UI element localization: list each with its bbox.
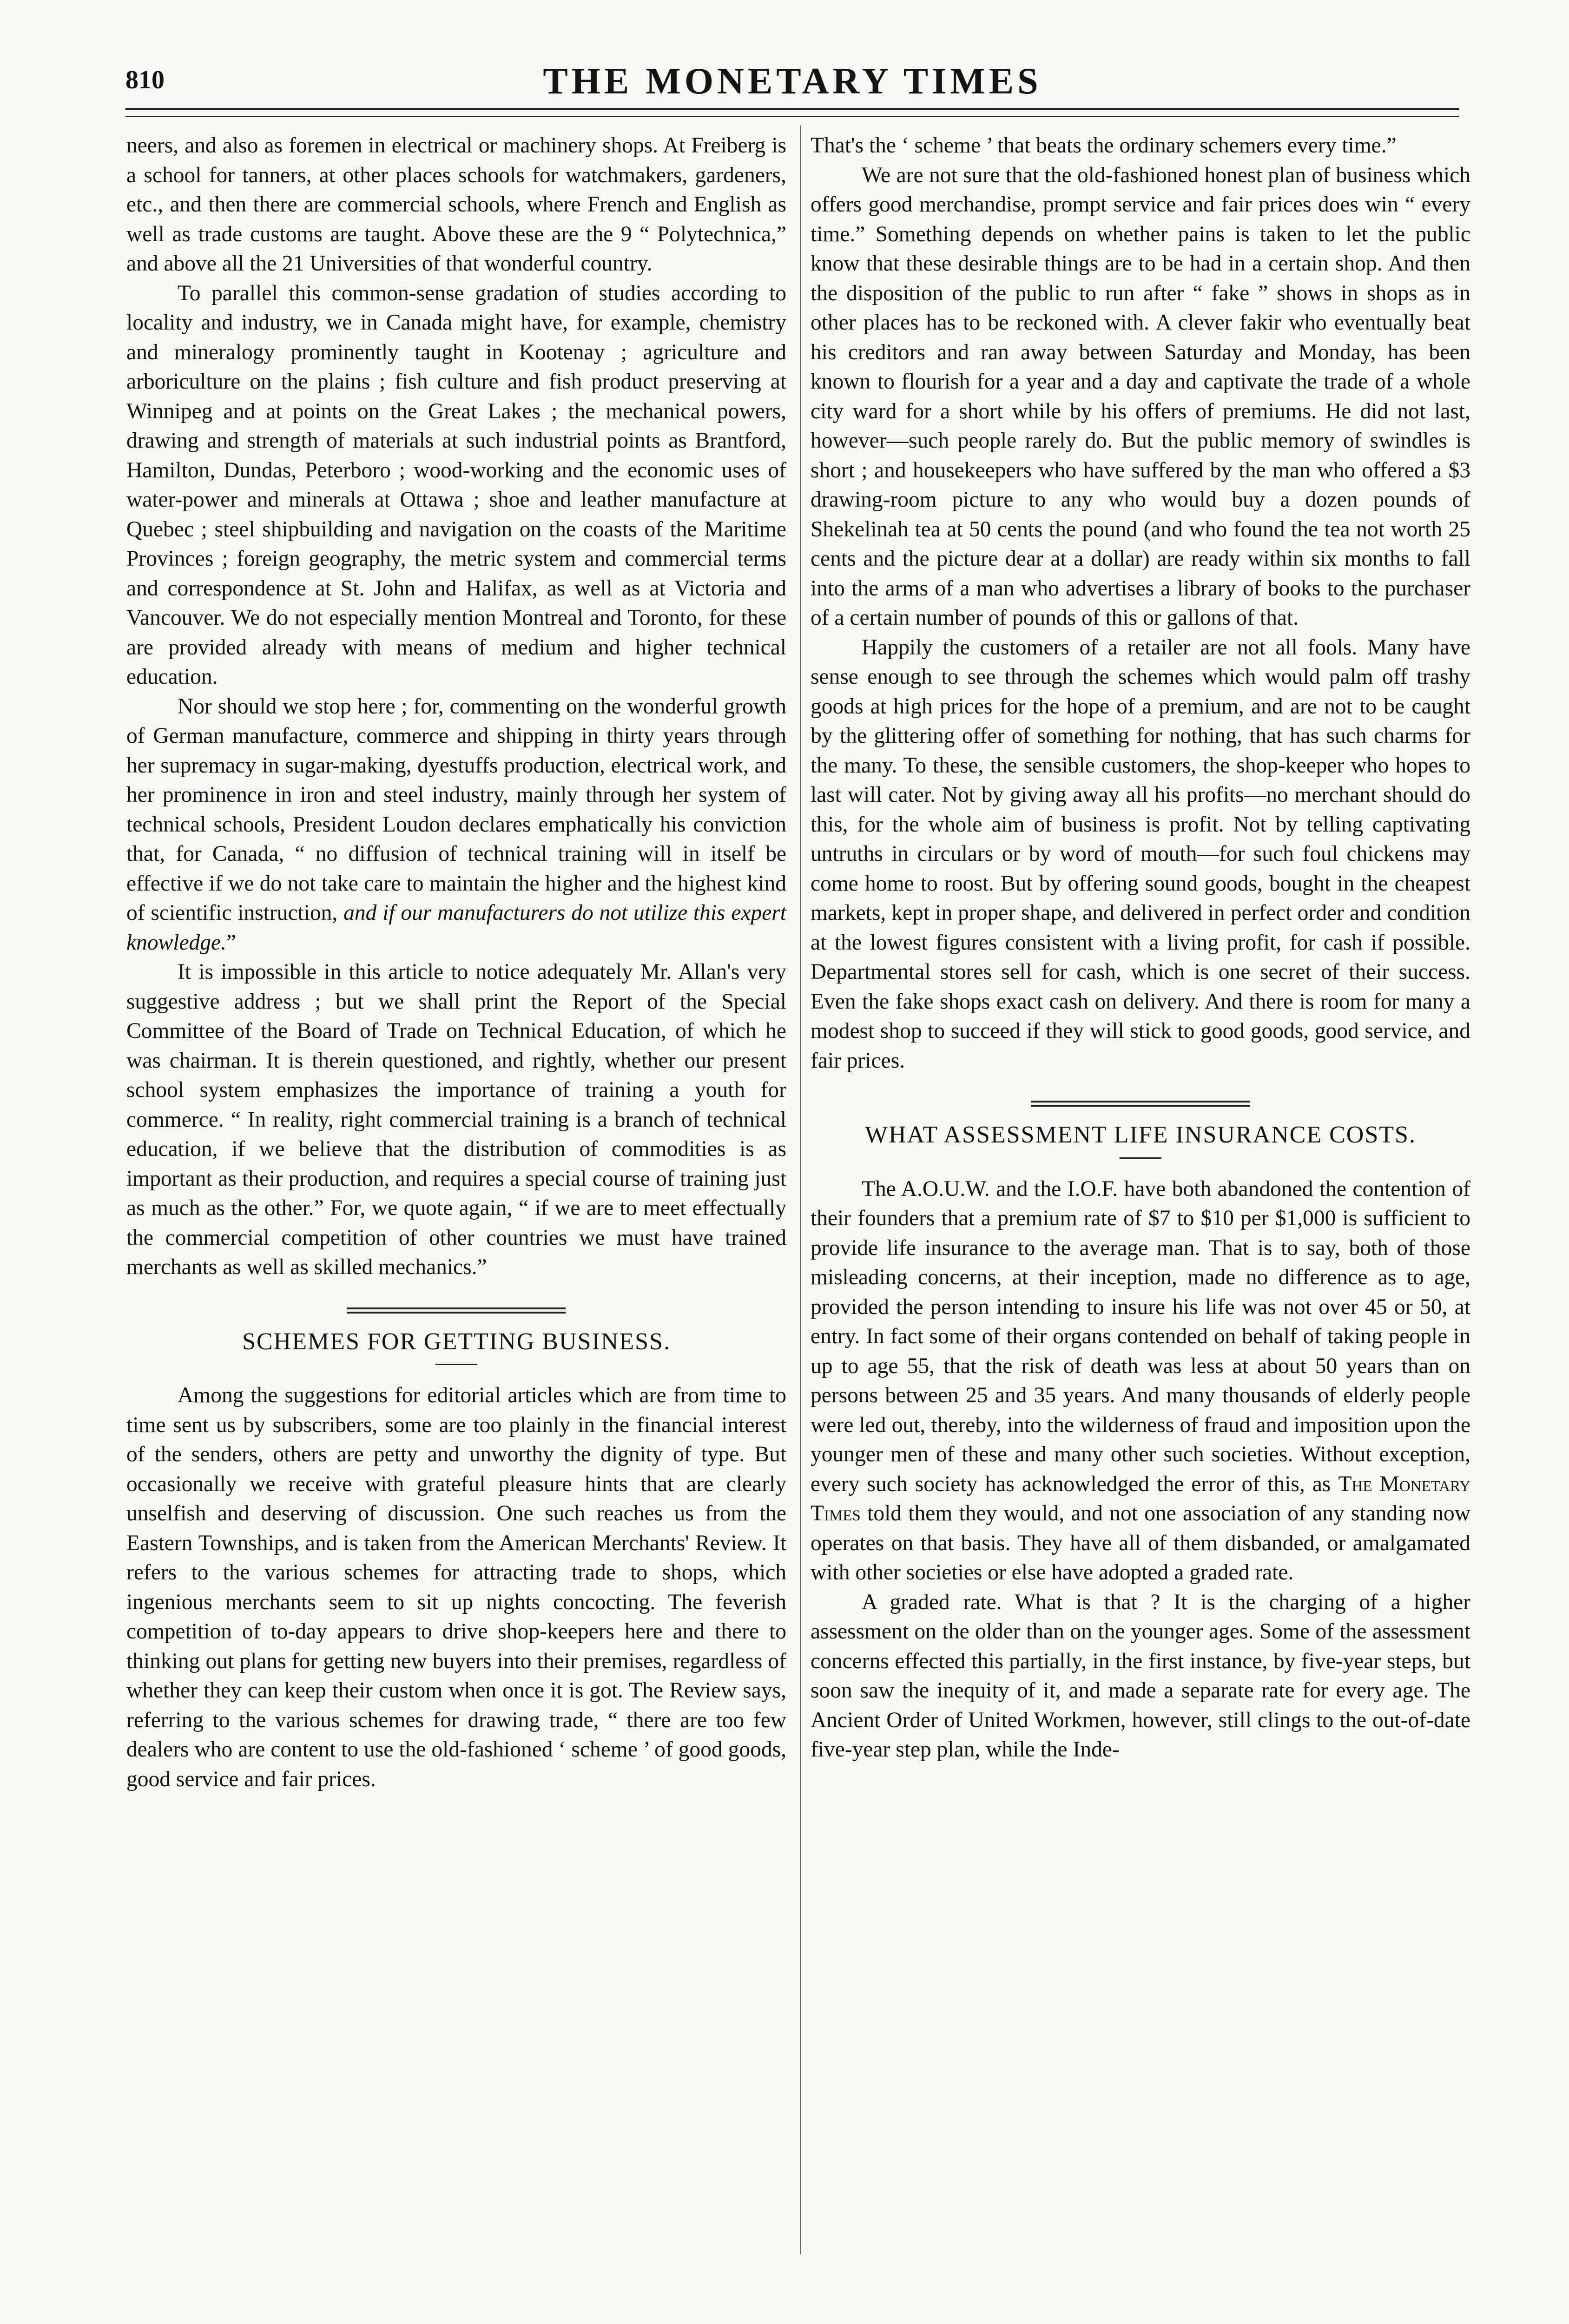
section-heading: WHAT ASSESSMENT LIFE INSURANCE COSTS. — [865, 1122, 1416, 1148]
paragraph: That's the ‘ scheme ’ that beats the ordinary schemers every time.” — [811, 133, 1397, 158]
italic-quote: and if our manufacturers do not utilize this expert knowledge. — [126, 901, 786, 955]
page-number: 810 — [125, 66, 165, 94]
page-header — [125, 56, 1459, 112]
section-separator — [347, 1307, 566, 1314]
quote-close: ” — [226, 930, 237, 955]
column-divider — [800, 125, 801, 2254]
paragraph: It is impossible in this article to notice adequately Mr. Allan's very suggestive address ; but we shall print the Report of the Special Committee of the Board of Trade on Technical Education, of which he was chairman. It is therein questioned, and rightly, whether our present school system emphasizes the importance of training a youth for commerce. “ In reality, right commercial training is a branch of technical education, if we believe that the distribution of commodities is as important as their production, and requires a special course of training just as much as the other.” For, we quote again, “ if we are to meet effectually the commercial competition of other countries we must have trained merchants as well as skilled mechanics.” — [126, 960, 786, 1279]
paragraph — [126, 692, 786, 958]
paragraph: To parallel this common-sense gradation of studies according to locality and industry, we in Canada might have, for example, chemistry and mineralogy prominently taught in Kootenay ; agriculture and arboriculture on the plains ; fish culture and fish product preserving at Winnipeg and at points on the Great Lakes ; the mechanical powers, drawing and strength of materials at such industrial points as Brantford, Hamilton, Dundas, Peterboro ; wood-working and the economic uses of water-power and minerals at Ottawa ; shoe and leather manufacture at Quebec ; steel shipbuilding and navigation on the coasts of the Maritime Provinces ; foreign geography, the metric system and commercial terms and correspondence at St. John and Halifax, as well as at Victoria and Vancouver. We do not especially mention Montreal and Toronto, for these are provided already with means of medium and higher technical education. — [126, 281, 786, 689]
section-heading: SCHEMES FOR GETTING BUSINESS. — [242, 1328, 671, 1355]
paragraph-text: told them they would, and not one association of any standing now operates on that basis. They have all of them disbanded, or amalgamated with other societies or else have adopted a graded rate. — [811, 1501, 1471, 1585]
paragraph: Happily the customers of a retailer are not all fools. Many have sense enough to see through the schemes which would palm off trashy goods at high prices for the hope of a premium, and are not to be caught by the glittering offer of something for nothing, that has such charms for the many. To these, the sensible customers, the shop-keeper who hopes to last will cater. Not by giving away all his profits—no merchant should do this, for the whole aim of business is profit. Not by telling captivating untruths in circulars or by word of mouth—for such foul chickens may come home to roost. But by offering sound goods, bought in the cheapest markets, kept in proper shape, and delivered in perfect order and condition at the lowest figures consistent with a living profit, for cash if possible. Departmental stores sell for cash, which is one secret of their success. Even the fake shops exact cash on delivery. And there is room for many a modest shop to succeed if they will stick to good goods, good service, and fair prices. — [811, 635, 1470, 1073]
paragraph-text: The A.O.U.W. and the I.O.F. have both abandoned the contention of their founders that a premium rate of $7 to $10 per $1,000 is sufficient to provide life insurance to the average man. That is to say, both of those misleading concerns, at their inception, made no difference as to age, provided the person intending to insure his life was not over 45 or 50, at entry. In fact some of their organs contended on behalf of taking people in up to age 55, that the risk of death was less at about 50 years than on persons between 25 and 35 years. And many thousands of elderly people were led out, thereby, into the wilderness of fraud and imposition upon the younger men of these and many other such societies. Without exception, every such society has acknowledged the error of this, as — [811, 1176, 1470, 1496]
paragraph: A graded rate. What is that ? It is the charging of a higher assessment on the older than on the younger ages. Some of the assessment concerns effected this partially, in the first instance, by five-year steps, but soon saw the inequity of it, and made a separate rate for every age. The Ancient Order of United Workmen, however, still clings to the out-of-date five-year step plan, while the Inde- — [811, 1590, 1470, 1762]
paragraph-text: Nor should we stop here ; for, commenting on the wonderful growth of German manufacture, commerce and shipping in thirty years through her supremacy in sugar-making, dyestuffs production, electrical work, and her prominence in iron and steel industry, mainly through her system of technical schools, President Loudon declares emphatically his conviction that, for Canada, “ no diffusion of technical training will in itself be effective if we do not take care to maintain the higher and the highest kind of scientific instruction, — [126, 694, 786, 925]
section-separator — [1031, 1101, 1250, 1107]
paragraph: neers, and also as foremen in electrical or machinery shops. At Freiberg is a school for tanners, at other places schools for watchmakers, gardeners, etc., and then there are commercial schools, where French and English as well as trade customs are taught. Above these are the 9 “ Polytechnica,” and above all the 21 Universities of that wonderful country. — [126, 133, 786, 276]
heading-underline — [1120, 1157, 1161, 1159]
header-rule-thick — [125, 108, 1459, 110]
paragraph: We are not sure that the old-fashioned honest plan of business which offers good merchandise, prompt service and fair prices does win “ every time.” Something depends on whether pains is taken to let the public know that these desirable things are to be had in a certain shop. And then the disposition of the public to run after “ fake ” shows in shops as in other places has to be reckoned with. A clever fakir who eventually beat his creditors and ran away between Saturday and Monday, has been known to flourish for a year and a day and captivate the trade of a whole city ward for a short while by his offers of premiums. He did not last, however—such people rarely do. But the public memory of swindles is short ; and housekeepers who have suffered by the man who offered a $3 drawing-room picture to any who would buy a dozen pounds of Shekelinah tea at 50 cents the pound (and who found the tea not worth 25 cents and the picture dear at a dollar) are ready within six months to fall into the arms of a man who advertises a library of books to the purchaser of a certain number of pounds of this or gallons of that. — [811, 163, 1470, 630]
paragraph — [811, 1175, 1470, 1588]
running-title: THE MONETARY TIMES — [543, 61, 1042, 102]
heading-underline — [435, 1364, 477, 1365]
right-column — [811, 131, 1470, 1765]
publication-name: The Monetary Times — [811, 1472, 1470, 1525]
paragraph: Among the suggestions for editorial articles which are from time to time sent us by subscribers, some are too plainly in the financial interest of the senders, others are petty and unworthy the dignity of type. But occasionally we receive with grateful pleasure hints that are clearly unselfish and deserving of discussion. One such reaches us from the Eastern Townships, and is taken from the American Merchants' Review. It refers to the various schemes for attracting trade to shops, which ingenious merchants seem to sit up nights concocting. The feverish competition of to-day appears to drive shop-keepers here and there to thinking out plans for getting new buyers into their premises, regardless of whether they can keep their custom when once it is got. The Review says, referring to the various schemes for drawing trade, “ there are too few dealers who are content to use the old-fashioned ‘ scheme ’ of good goods, good service and fair prices. — [126, 1383, 786, 1791]
left-column — [126, 131, 786, 1794]
header-rule-thin — [125, 116, 1459, 117]
